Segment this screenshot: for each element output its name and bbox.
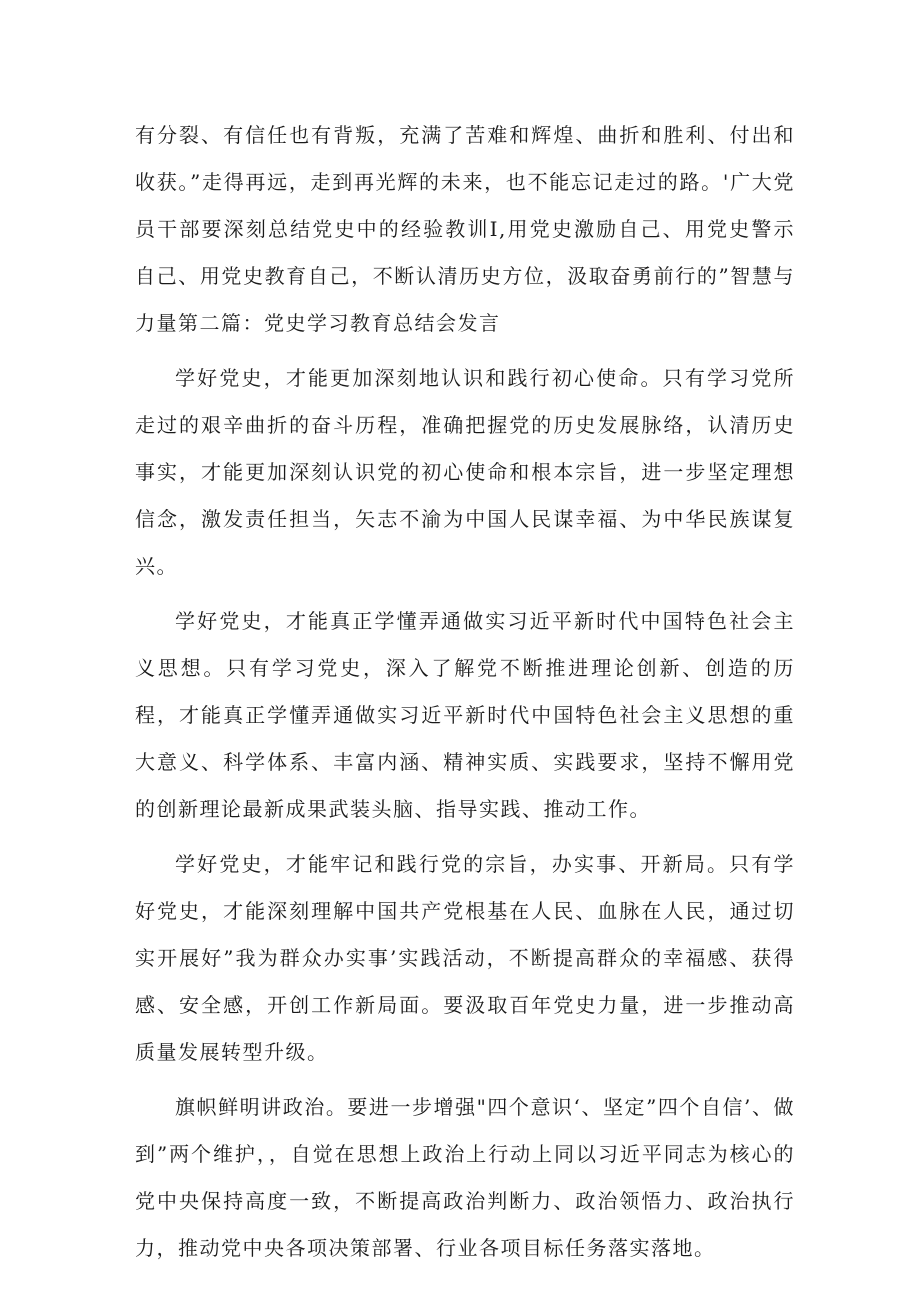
- paragraph-2: 学好党史，才能更加深刻地认识和践行初心使命。只有学习党所走过的艰辛曲折的奋斗历程，准确把握党的历史发展脉络，认清历史事实，才能更加深刻认识党的初心使命和根本宗旨，进一步坚定理想信念，激发责任担当，矢志不渝为中国人民谋幸福、为中华民族谋复兴。: [135, 366, 795, 578]
- paragraph-5: 旗帜鲜明讲政治。要进一步增强"四个意识‘、坚定”四个自信’、做到”两个维护，，自觉在思想上政治上行动上同以习近平同志为核心的党中央保持高度一致，不断提高政治判断力、政治领悟力、政治执行力，推动党中央各项决策部署、行业各项目标任务落实落地。: [135, 1095, 795, 1260]
- paragraph-4: 学好党史，才能牢记和践行党的宗旨，办实事、开新局。只有学好党史，才能深刻理解中国共产党根基在人民、血脉在人民，通过切实开展好”我为群众办实事’实践活动，不断提高群众的幸福感、获得感、安全感，开创工作新局面。要汲取百年党史力量，进一步推动高质量发展转型升级。: [135, 852, 795, 1064]
- paragraph-3: 学好党史，才能真正学懂弄通做实习近平新时代中国特色社会主义思想。只有学习党史，深入了解党不断推进理论创新、创造的历程，才能真正学懂弄通做实习近平新时代中国特色社会主义思想的重大意义、科学体系、丰富内涵、精神实质、实践要求，坚持不懈用党的创新理论最新成果武装头脑、指导实践、推动工作。: [135, 609, 795, 821]
- document-body: [135, 112, 795, 1272]
- paragraph-1: 有分裂、有信任也有背叛，充满了苦难和辉煌、曲折和胜利、付出和收获。”走得再远，走到再光辉的未来，也不能忘记走过的路。'广大党员干部要深刻总结党史中的经验教训I,用党史激励自己、用党史警示自己、用党史教育自己，不断认清历史方位，汲取奋勇前行的”智慧与力量第二篇：党史学习教育总结会发言: [135, 123, 795, 335]
